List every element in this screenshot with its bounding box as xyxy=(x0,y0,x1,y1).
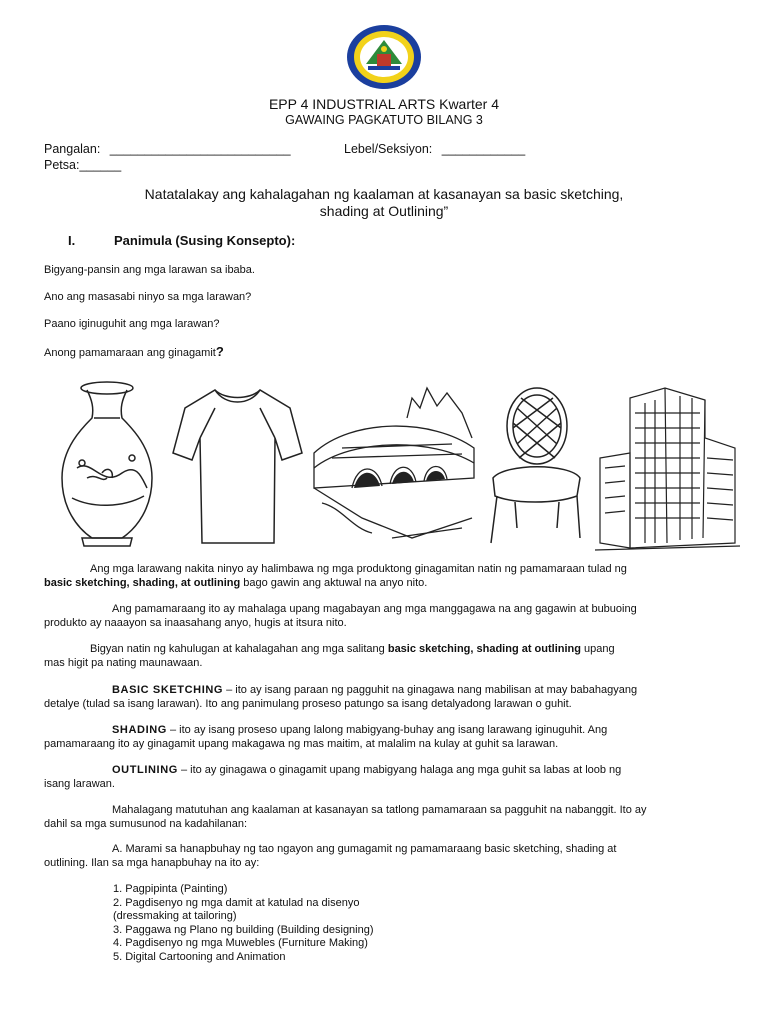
reasons-line-2: dahil sa mga sumusunod na kadahilanan: xyxy=(44,817,248,830)
basic-sketching-text-a: – ito ay isang paraan ng pagguhit na ginagawa nang mabilisan at may babahagyang xyxy=(223,684,638,696)
level-field[interactable] xyxy=(344,142,525,156)
list-item: (dressmaking at tailoring) xyxy=(113,910,237,922)
question-1: Bigyang-pansin ang mga larawan sa ibaba. xyxy=(44,264,255,276)
school-seal-logo xyxy=(346,24,422,90)
tshirt-sketch-image xyxy=(170,378,305,558)
basic-sketching-term: BASIC SKETCHING xyxy=(112,684,224,696)
outlining-line-2: isang larawan. xyxy=(44,777,115,790)
shading-term: SHADING xyxy=(112,724,167,736)
question-4-mark: ? xyxy=(215,344,224,359)
paragraph-importance-line-1: Ang pamamaraang ito ay mahalaga upang magabayan ang mga manggagawa na ang gagawin at bubuoing xyxy=(112,603,637,615)
paragraph-definitions-line-2: mas higit pa nating maunawaan. xyxy=(44,656,203,669)
p3-text-b: upang xyxy=(580,643,615,655)
list-item: 4. Pagdisenyo ng mga Muwebles (Furniture Making) xyxy=(113,937,368,949)
jobs-list xyxy=(113,883,374,964)
section-title: Panimula (Susing Konsepto): xyxy=(114,233,296,248)
name-label: Pangalan: xyxy=(44,142,101,156)
definition-shading xyxy=(44,724,720,751)
list-item: 1. Pagpipinta (Painting) xyxy=(113,883,228,895)
question-4-text: Anong pamamaraan ang ginagamit xyxy=(44,347,216,359)
definition-basic-sketching xyxy=(44,684,720,711)
outlining-text-a: – ito ay ginagawa o ginagamit upang mabigyang halaga ang mga guhit sa labas at loob ng xyxy=(177,764,622,776)
outlining-line-1 xyxy=(44,764,720,778)
shading-line-2: pamamaraang ito ay ginagamit upang makagawa ng mas maitim, at malalim na kulay at guhit sa larawan. xyxy=(44,737,559,750)
level-label: Lebel/Seksiyon: xyxy=(344,142,433,156)
date-field[interactable] xyxy=(44,158,121,172)
basic-sketching-line-2: detalye (tulad sa isang larawan). Ito ang panimulang proseso patungo sa isang detalyadong larawan o guhit. xyxy=(44,697,572,710)
document-subtitle: GAWAING PAGKATUTO BILANG 3 xyxy=(285,113,483,127)
outlining-term: OUTLINING xyxy=(112,764,178,776)
bold-terms-1: basic sketching, shading, at outlining xyxy=(44,576,241,589)
building-sketch-image xyxy=(595,378,740,558)
bold-terms-2: basic sketching, shading at outlining xyxy=(387,643,581,655)
shading-text-a: – ito ay isang proseso upang lalong mabigyang-buhay ang isang larawang iginuguhit. Ang xyxy=(166,724,608,736)
definition-outlining xyxy=(44,764,720,791)
objective-line-1: Natatalakay ang kahalagahan ng kaalaman at kasanayan sa basic sketching, xyxy=(144,186,624,202)
objective-title xyxy=(80,186,688,220)
name-blank[interactable]: __________________________ xyxy=(109,142,291,156)
document-title: EPP 4 INDUSTRIAL ARTS Kwarter 4 xyxy=(268,96,500,112)
list-item: 5. Digital Cartooning and Animation xyxy=(113,950,286,963)
list-item: 3. Paggawa ng Plano ng building (Building designing) xyxy=(113,923,374,936)
objective-line-2: shading at Outlining” xyxy=(319,203,449,219)
paragraph-intro xyxy=(44,563,720,590)
basic-sketching-line-1 xyxy=(44,684,720,698)
paragraph-definitions-line-1 xyxy=(44,643,720,657)
paragraph-importance-line-2: produkto ay naaayon sa inaasahang anyo, hugis at itsura nito. xyxy=(44,616,347,629)
paragraph-importance xyxy=(44,603,720,630)
date-blank[interactable]: ______ xyxy=(79,158,122,172)
date-label: Petsa: xyxy=(44,158,80,172)
paragraph-intro-line-1: Ang mga larawang nakita ninyo ay halimbawa ng mga produktong ginagamitan natin ng pamamaraan tulad ng xyxy=(90,563,627,575)
paragraph-intro-tail: bago gawin ang aktuwal na anyo nito. xyxy=(240,576,428,589)
paragraph-jobs-intro xyxy=(44,843,720,870)
chair-sketch-image xyxy=(485,378,585,558)
question-4 xyxy=(44,344,224,359)
paragraph-reasons xyxy=(44,804,720,831)
shading-line-1 xyxy=(44,724,720,738)
level-blank[interactable]: ____________ xyxy=(441,142,526,156)
jobs-intro-line-1: A. Marami sa hanapbuhay ng tao ngayon ang gumagamit ng pamamaraang basic sketching, shading at xyxy=(112,843,617,855)
question-2: Ano ang masasabi ninyo sa mga larawan? xyxy=(44,291,252,303)
name-field[interactable] xyxy=(44,142,291,156)
question-3: Paano iginuguhit ang mga larawan? xyxy=(44,318,220,330)
vase-sketch-image xyxy=(52,378,162,558)
p3-text-a: Bigyan natin ng kahulugan at kahalagahan ang mga salitang xyxy=(90,643,388,655)
list-item: 2. Pagdisenyo ng mga damit at katulad na disenyo xyxy=(113,896,360,909)
paragraph-intro-line-2 xyxy=(44,577,720,591)
reasons-line-1: Mahalagang matutuhan ang kaalaman at kasanayan sa tatlong pamamaraan sa pagguhit na nabanggit. Ito ay xyxy=(112,804,647,816)
paragraph-definitions-intro xyxy=(44,643,720,670)
section-heading xyxy=(68,233,295,248)
jobs-intro-line-2: outlining. Ilan sa mga hanapbuhay na ito ay: xyxy=(44,856,260,869)
section-number: I. xyxy=(68,233,76,248)
bridge-sketch-image xyxy=(312,378,477,558)
